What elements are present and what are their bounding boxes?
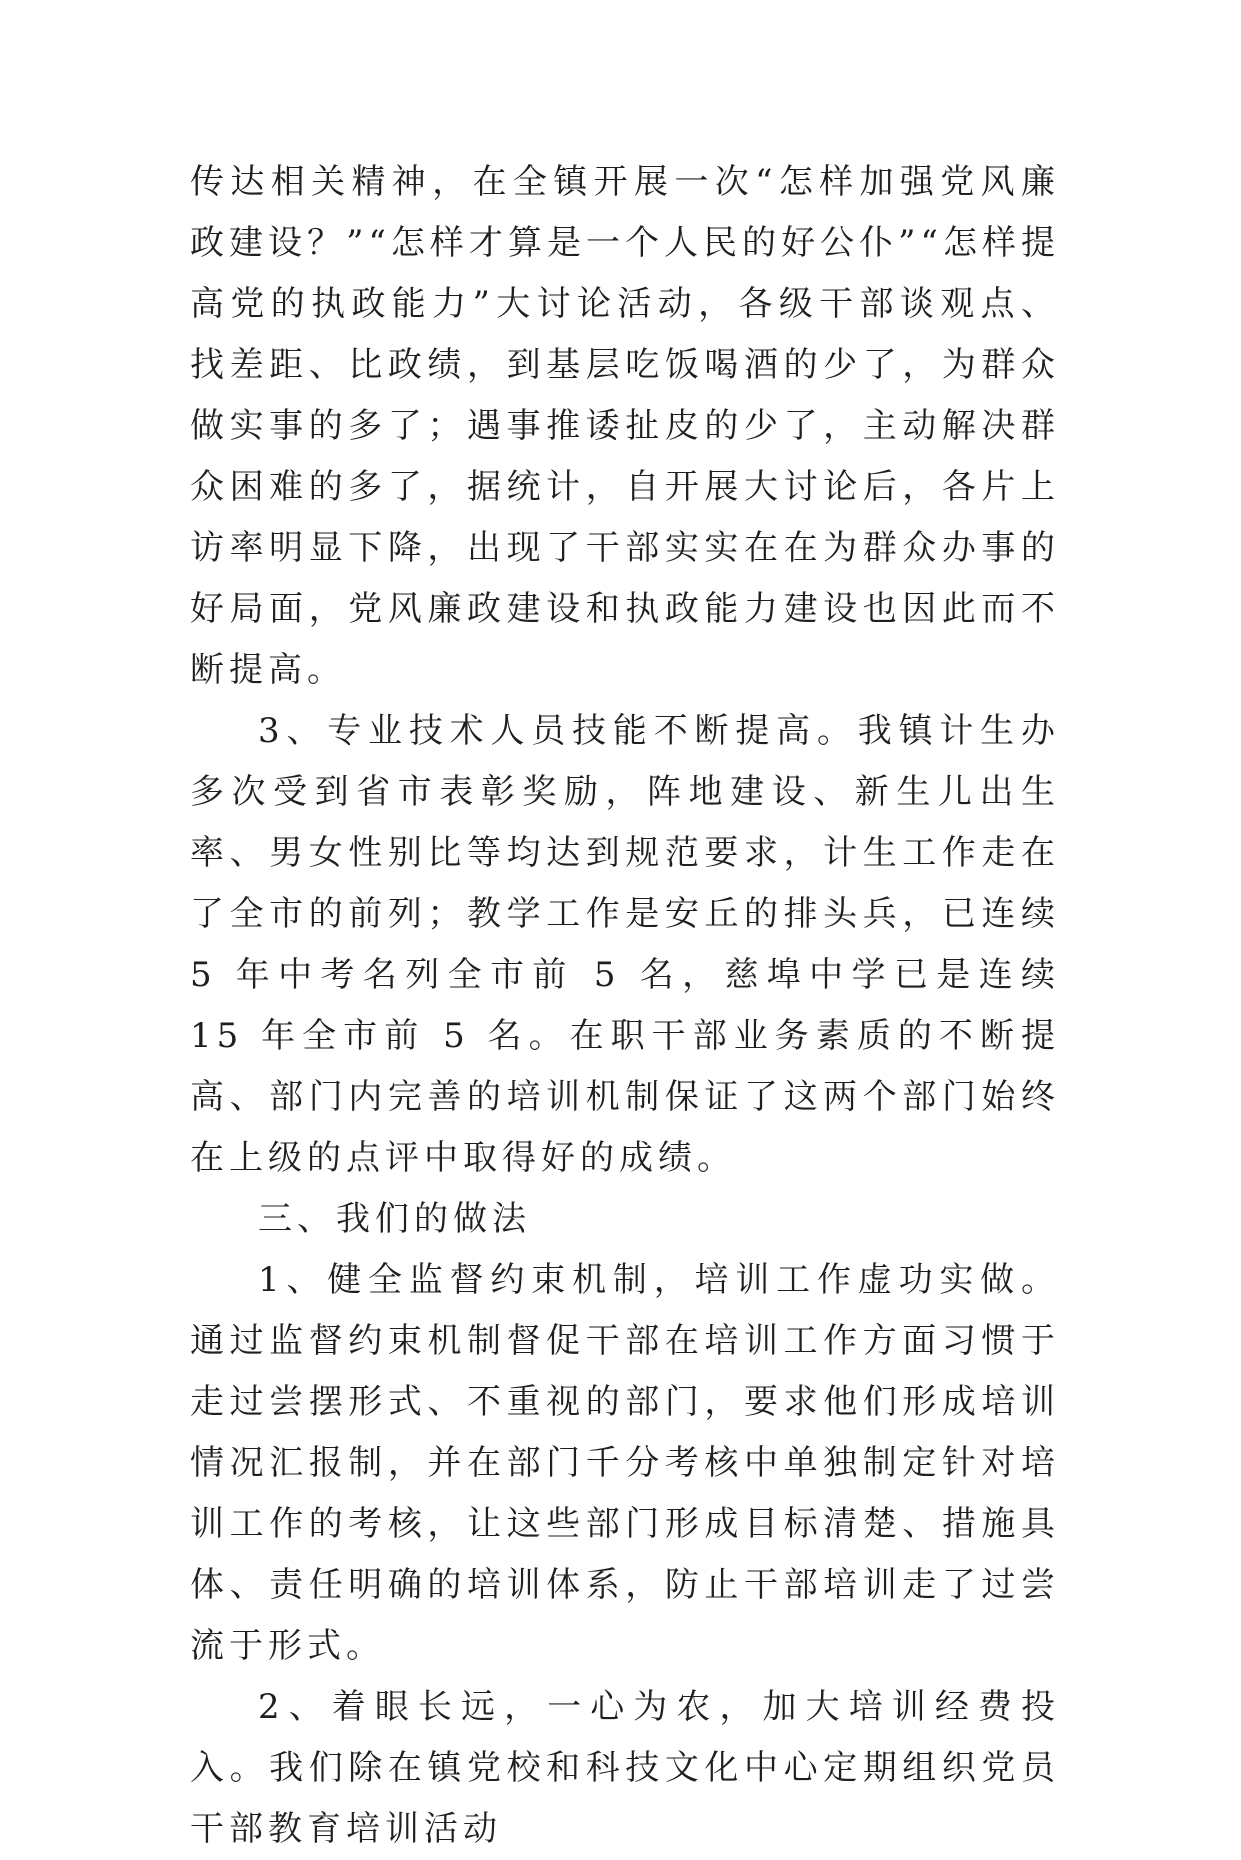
paragraph-training-funding: 2、着眼长远，一心为农，加大培训经费投入。我们除在镇党校和科技文化中心定期组织党员干部教育培训活动 (190, 1687, 1060, 1849)
paragraph-technical-staff: 3、专业技术人员技能不断提高。我镇计生办多次受到省市表彰奖励，阵地建设、新生儿出生率、男女性别比等均达到规范要求，计生工作走在了全市的前列；教学工作是安丘的排头兵，已连续 5 年中考名列全市前 5 名，慈埠中学已是连续 15 年全市前 5 名。在职干部业务素质的不断提高、部门内完善的培训机制保证了这两个部门始终在上级的点评中取得好的成绩。 (190, 711, 1060, 1178)
paragraph-continuation: 传达相关精神，在全镇开展一次“怎样加强党风廉政建设？”“怎样才算是一个人民的好公仆”“怎样提高党的执政能力”大讨论活动，各级干部谈观点、找差距、比政绩，到基层吃饭喝酒的少了，为群众做实事的多了；遇事推诿扯皮的少了，主动解决群众困难的多了，据统计，自开展大讨论后，各片上访率明显下降，出现了干部实实在在为群众办事的好局面，党风廉政建设和执政能力建设也因此而不断提高。 (190, 162, 1060, 690)
paragraph-supervision-mechanism: 1、健全监督约束机制，培训工作虚功实做。通过监督约束机制督促干部在培训工作方面习惯于走过尝摆形式、不重视的部门，要求他们形成培训情况汇报制，并在部门千分考核中单独制定针对培训工作的考核，让这些部门形成目标清楚、措施具体、责任明确的培训体系，防止干部培训走了过尝流于形式。 (190, 1260, 1060, 1666)
document-body (190, 152, 1060, 1860)
section-heading-our-methods: 三、我们的做法 (258, 1199, 531, 1239)
